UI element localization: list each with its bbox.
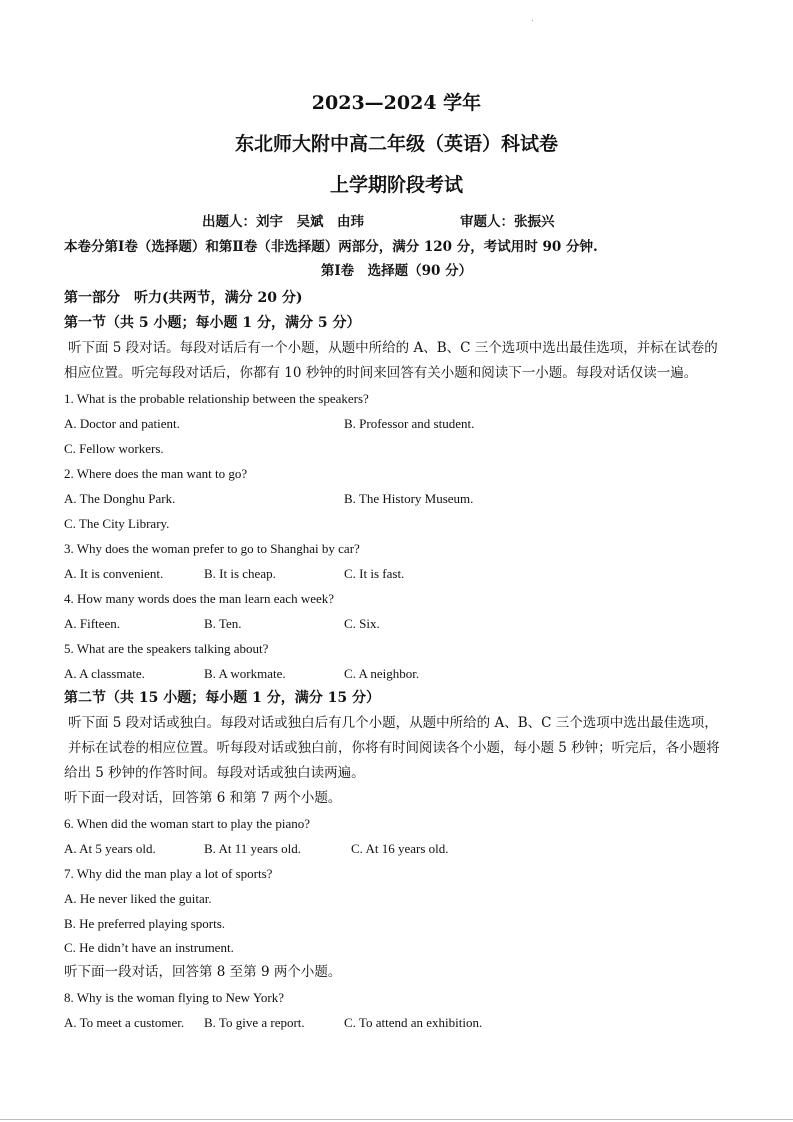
option-b: B. He preferred playing sports. bbox=[64, 916, 226, 931]
option-a: A. It is convenient. bbox=[64, 566, 164, 581]
option-b: B. Professor and student. bbox=[344, 416, 475, 431]
option-c: C. It is fast. bbox=[344, 566, 405, 581]
exam-title: 东北师大附中高二年级（英语）科试卷 bbox=[234, 133, 558, 155]
option-b: B. Ten. bbox=[204, 616, 242, 631]
option-b: B. A workmate. bbox=[204, 666, 286, 681]
option-a: A. The Donghu Park. bbox=[64, 491, 176, 506]
group-note: 听下面一段对话，回答第 8 至第 9 两个小题。 bbox=[64, 964, 342, 980]
intro-line: 本卷分第Ⅰ卷（选择题）和第Ⅱ卷（非选择题）两部分，满分 120 分，考试用时 90 分钟. bbox=[64, 239, 598, 255]
group-note: 听下面一段对话，回答第 6 和第 7 两个小题。 bbox=[64, 790, 342, 806]
question-stem: 1. What is the probable relationship between the speakers? bbox=[64, 391, 369, 406]
exam-subtitle: 上学期阶段考试 bbox=[329, 174, 463, 196]
question-stem: 2. Where does the man want to go? bbox=[64, 466, 248, 481]
option-b: B. To give a report. bbox=[204, 1015, 305, 1030]
option-c: C. He didn’t have an instrument. bbox=[64, 940, 234, 955]
setters-line: 出题人：刘宇 吴斌 由玮 bbox=[202, 214, 364, 230]
option-a: A. At 5 years old. bbox=[64, 841, 156, 856]
scan-dot bbox=[532, 20, 533, 21]
question-stem: 3. Why does the woman prefer to go to Shanghai by car? bbox=[64, 541, 360, 556]
section2-title: 第二节（共 15 小题；每小题 1 分，满分 15 分） bbox=[64, 690, 380, 706]
option-c: C. A neighbor. bbox=[344, 666, 420, 681]
part1-title: 第一部分 听力(共两节，满分 20 分) bbox=[64, 290, 303, 306]
option-b: B. It is cheap. bbox=[204, 566, 276, 581]
section2-instruction-line: 给出 5 秒钟的作答时间。每段对话或独白读两遍。 bbox=[64, 765, 365, 781]
volume1-title: 第Ⅰ卷 选择题（90 分） bbox=[320, 263, 473, 279]
option-c: C. Fellow workers. bbox=[64, 441, 164, 456]
section1-instruction-line: 听下面 5 段对话。每段对话后有一个小题，从题中所给的 A、B、C 三个选项中选出最佳选项，并标在试卷的 bbox=[68, 340, 718, 356]
question-stem: 6. When did the woman start to play the piano? bbox=[64, 816, 310, 831]
option-c: C. To attend an exhibition. bbox=[344, 1015, 483, 1030]
question-stem: 7. Why did the man play a lot of sports? bbox=[64, 866, 273, 881]
reviewer-line: 审题人：张振兴 bbox=[460, 214, 555, 230]
year-heading: 2023—2024 学年 bbox=[311, 92, 482, 114]
option-a: A. To meet a customer. bbox=[64, 1015, 185, 1030]
section2-instruction-line: 并标在试卷的相应位置。听每段对话或独白前，你将有时间阅读各个小题，每小题 5 秒钟；听完后，各小题将 bbox=[68, 740, 720, 756]
section2-instruction-line: 听下面 5 段对话或独白。每段对话或独白后有几个小题，从题中所给的 A、B、C 三个选项中选出最佳选项， bbox=[68, 715, 718, 731]
question-stem: 8. Why is the woman flying to New York? bbox=[64, 990, 285, 1005]
option-a: A. Fifteen. bbox=[64, 616, 120, 631]
option-c: C. Six. bbox=[344, 616, 380, 631]
section1-instruction-line: 相应位置。听完每段对话后，你都有 10 秒钟的时间来回答有关小题和阅读下一小题。每段对话仅读一遍。 bbox=[64, 365, 698, 381]
option-b: B. The History Museum. bbox=[344, 491, 474, 506]
section1-title: 第一节（共 5 小题；每小题 1 分，满分 5 分） bbox=[64, 315, 361, 331]
question-stem: 4. How many words does the man learn each week? bbox=[64, 591, 335, 606]
option-c: C. The City Library. bbox=[64, 516, 170, 531]
page-bottom-divider bbox=[0, 1119, 793, 1120]
option-a: A. Doctor and patient. bbox=[64, 416, 180, 431]
question-stem: 5. What are the speakers talking about? bbox=[64, 641, 269, 656]
option-b: B. At 11 years old. bbox=[204, 841, 302, 856]
option-c: C. At 16 years old. bbox=[351, 841, 449, 856]
option-a: A. He never liked the guitar. bbox=[64, 891, 212, 906]
option-a: A. A classmate. bbox=[64, 666, 145, 681]
